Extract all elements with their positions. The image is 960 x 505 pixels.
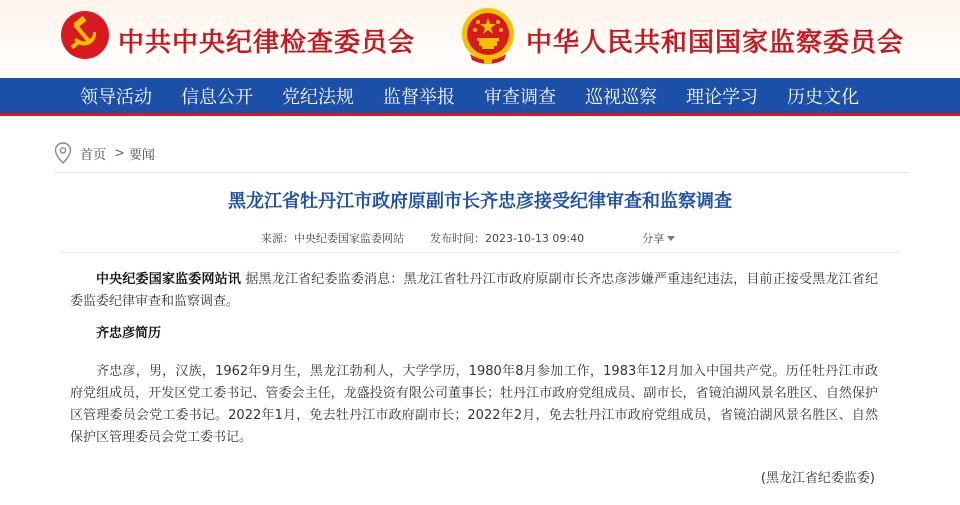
article-publish-time: 发布时间：2023-10-13 09:40 xyxy=(430,232,585,245)
nav-item-supervision-report[interactable]: 监督举报 xyxy=(383,86,455,108)
article-lead-paragraph xyxy=(70,269,878,313)
cpc-commission-title[interactable]: 中共中央纪律检查委员会 xyxy=(118,28,416,58)
share-label: 分享 xyxy=(642,232,665,245)
nav-item-party-discipline-law[interactable]: 党纪法规 xyxy=(282,86,354,108)
nav-item-history-culture[interactable]: 历史文化 xyxy=(787,86,859,108)
article-title: 黑龙江省牡丹江市政府原副市长齐忠彦接受纪律审查和监察调查 xyxy=(228,191,732,212)
share-button[interactable] xyxy=(642,230,675,246)
nsc-commission-title[interactable]: 中华人民共和国国家监察委员会 xyxy=(526,28,905,58)
site-header xyxy=(0,0,960,78)
breadcrumb-current-link[interactable]: 要闻 xyxy=(128,147,155,163)
bio-heading: 齐忠彦简历 xyxy=(96,326,162,341)
breadcrumb-home-link[interactable]: 首页 xyxy=(80,147,107,163)
breadcrumb xyxy=(54,141,155,165)
party-emblem-icon[interactable] xyxy=(60,10,110,60)
location-pin-icon xyxy=(54,142,72,164)
national-emblem-icon[interactable] xyxy=(460,6,516,66)
lead-source-label: 中央纪委国家监委网站讯 xyxy=(96,272,242,287)
article-source: 来源：中央纪委国家监委网站 xyxy=(261,232,404,245)
caret-down-icon xyxy=(667,236,675,241)
bio-paragraph: 齐忠彦，男，汉族，1962年9月生，黑龙江勃利人，大学学历，1980年8月参加工作，1983年12月加入中国共产党。历任牡丹江市政府党组成员，开发区党工委书记、管委会主任，龙盛投资有限公司董事长；牡丹江市政府党组成员、副市长，省镜泊湖风景名胜区、自然保护区管理委员会党工委书记。2022年1月，免去牡丹江市政府副市长；2022年2月，免去牡丹江市政府党组成员，省镜泊湖风景名胜区、自然保护区管理委员会党工委书记。 xyxy=(70,364,878,445)
nav-item-inspection-tours[interactable]: 巡视巡察 xyxy=(585,86,657,108)
article-meta xyxy=(261,230,675,246)
breadcrumb-separator: > xyxy=(114,145,125,161)
article-body xyxy=(70,269,878,490)
nav-item-leader-activities[interactable]: 领导活动 xyxy=(80,86,152,108)
breadcrumb-divider xyxy=(54,172,910,173)
meta-divider xyxy=(60,252,900,253)
article-source-note: (黑龙江省纪委监委) xyxy=(760,471,875,486)
nav-item-review-investigation[interactable]: 审查调查 xyxy=(484,86,556,108)
nav-item-information-disclosure[interactable]: 信息公开 xyxy=(181,86,253,108)
main-nav xyxy=(0,78,960,116)
lead-text: 据黑龙江省纪委监委消息：黑龙江省牡丹江市政府原副市长齐忠彦涉嫌严重违纪违法，目前正接受黑龙江省纪委监委纪律审查和监察调查。 xyxy=(70,272,878,309)
nav-item-theory-study[interactable]: 理论学习 xyxy=(686,86,758,108)
